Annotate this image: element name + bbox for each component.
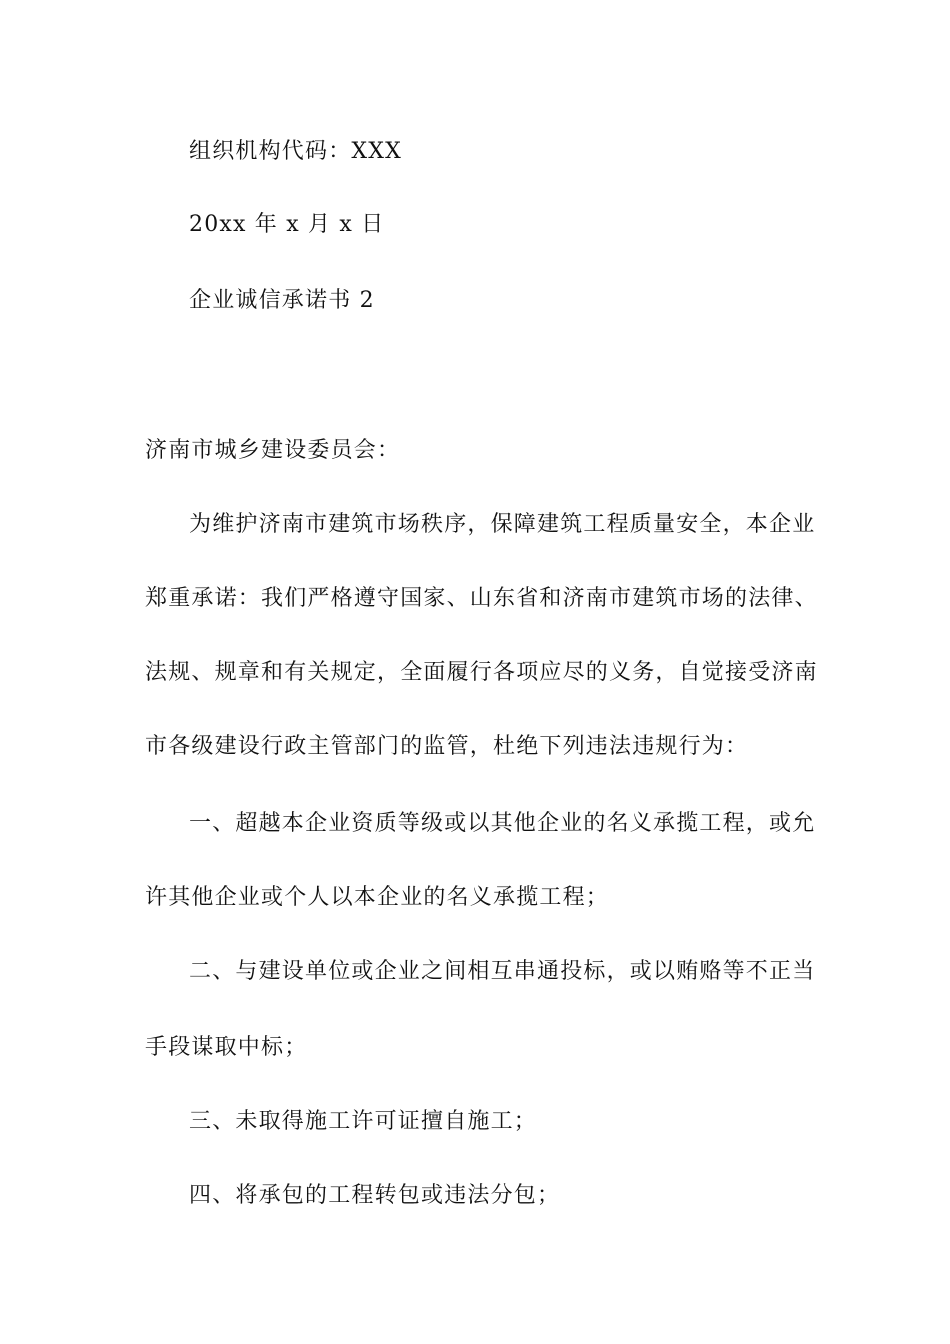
body-line: 四、将承包的工程转包或违法分包； <box>189 1183 561 1208</box>
document-title: 企业诚信承诺书 2 <box>189 288 375 313</box>
body-line: 法规、规章和有关规定，全面履行各项应尽的义务，自觉接受济南 <box>145 660 818 685</box>
body-line: 为维护济南市建筑市场秩序，保障建筑工程质量安全，本企业 <box>189 512 816 537</box>
body-line: 二、与建设单位或企业之间相互串通投标，或以贿赂等不正当 <box>189 959 816 984</box>
body-line: 三、未取得施工许可证擅自施工； <box>189 1109 538 1134</box>
date-line: 20xx 年 x 月 x 日 <box>189 212 385 237</box>
body-line: 许其他企业或个人以本企业的名义承揽工程； <box>145 885 610 910</box>
body-line: 手段谋取中标； <box>145 1035 308 1060</box>
body-line: 一、超越本企业资质等级或以其他企业的名义承揽工程，或允 <box>189 811 816 836</box>
recipient-line: 济南市城乡建设委员会： <box>145 438 401 463</box>
body-line: 市各级建设行政主管部门的监管，杜绝下列违法违规行为： <box>145 734 749 759</box>
body-line: 郑重承诺：我们严格遵守国家、山东省和济南市建筑市场的法律、 <box>145 586 818 611</box>
org-code-line: 组织机构代码：XXX <box>189 139 402 164</box>
